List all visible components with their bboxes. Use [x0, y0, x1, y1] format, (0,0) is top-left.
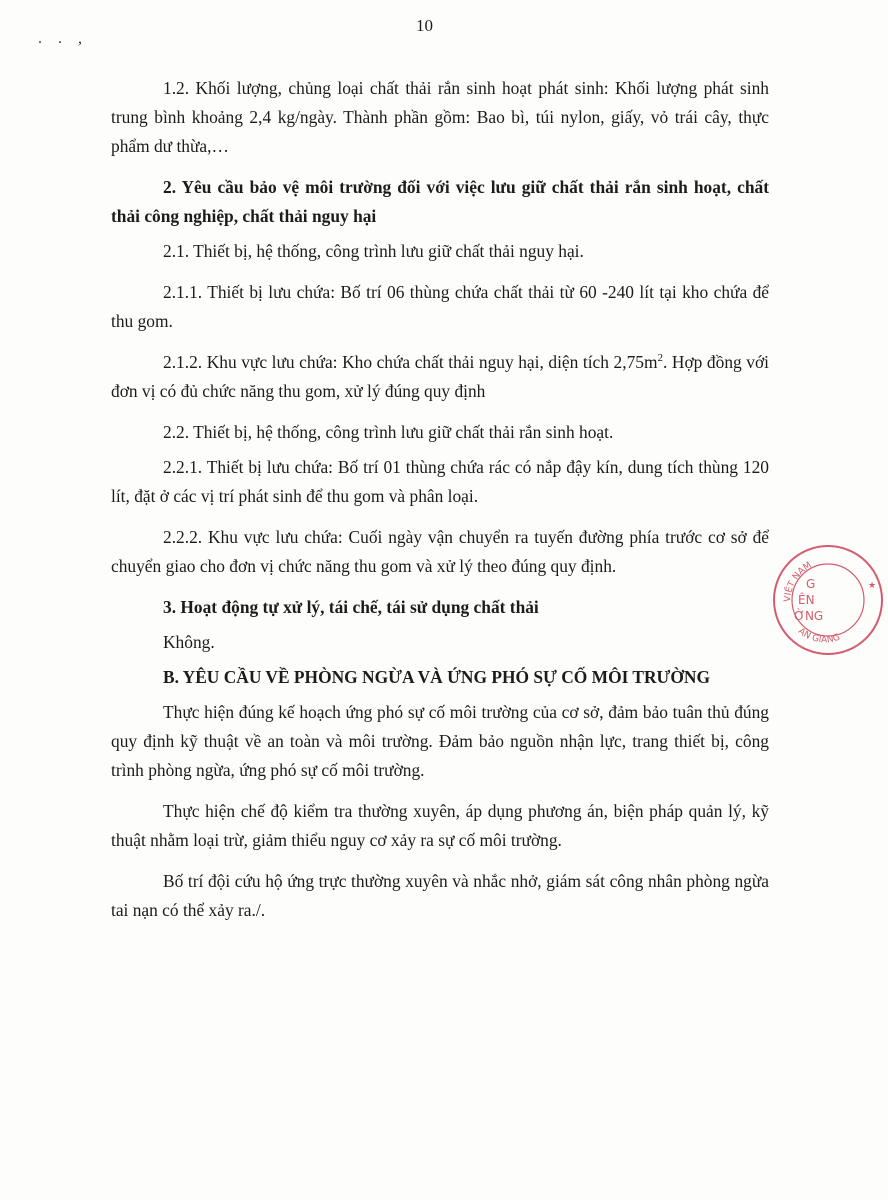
page-number: 10: [416, 16, 433, 35]
paragraph-rescue-team: Bố trí đội cứu hộ ứng trực thường xuyên và nhắc nhở, giám sát công nhân phòng ngừa tai nạn có thể xảy ra./.: [111, 871, 769, 920]
scan-marks: . . ,: [38, 30, 88, 47]
paragraph-none: Không.: [163, 632, 215, 652]
paragraph-2-2-domestic-storage: 2.2. Thiết bị, hệ thống, công trình lưu giữ chất thải rắn sinh hoạt.: [163, 422, 614, 442]
paragraph-2-2-2-domestic-area: 2.2.2. Khu vực lưu chứa: Cuối ngày vận chuyển ra tuyến đường phía trước cơ sở để chuyển giao cho đơn vị chức năng thu gom và xử lý theo đúng quy định.: [111, 527, 769, 576]
area-unit-superscript: 2: [657, 352, 663, 364]
seal-center-line-1: G: [806, 577, 816, 591]
storage-area-text-end: . Hợp đồng với đơn vị có đủ chức năng thu gom, xử lý đúng quy định: [111, 352, 769, 401]
svg-text:AN GIANG: [796, 627, 841, 646]
seal-star-icon: ★: [868, 581, 877, 591]
document-body: [111, 74, 769, 937]
seal-top-text: VIỆT NAM: [782, 560, 814, 603]
storage-area-text-start: 2.1.2. Khu vực lưu chứa: Kho chứa chất thải nguy hại, diện tích 2,75m: [163, 352, 658, 372]
paragraph-2-1-2-storage-area: [111, 348, 769, 406]
paragraph-regular-inspection: Thực hiện chế độ kiểm tra thường xuyên, áp dụng phương án, biện pháp quản lý, kỹ thuật nhằm loại trừ, giảm thiểu nguy cơ xảy ra sự cố môi trường.: [111, 801, 769, 850]
seal-center-line-3: ỜNG: [794, 609, 824, 623]
paragraph-1-2-solid-waste-volume: 1.2. Khối lượng, chủng loại chất thải rắn sinh hoạt phát sinh: Khối lượng phát sinh trung bình khoảng 2,4 kg/ngày. Thành phần gồm: Bao bì, túi nylon, giấy, vỏ trái cây, thực phẩm dư thừa,…: [111, 78, 769, 156]
heading-3-self-treatment: 3. Hoạt động tự xử lý, tái chế, tái sử dụng chất thải: [163, 597, 539, 617]
heading-b-incident-prevention: B. YÊU CẦU VỀ PHÒNG NGỪA VÀ ỨNG PHÓ SỰ CỐ MÔI TRƯỜNG: [163, 667, 711, 687]
seal-center-line-2: ÊN: [798, 593, 815, 607]
paragraph-2-1-1-storage-equipment: 2.1.1. Thiết bị lưu chứa: Bố trí 06 thùng chứa chất thải từ 60 -240 lít tại kho chứa để thu gom.: [111, 282, 769, 331]
paragraph-incident-plan: Thực hiện đúng kế hoạch ứng phó sự cố môi trường của cơ sở, đảm bảo tuân thủ đúng quy định kỹ thuật về an toàn và môi trường. Đảm bảo nguồn nhận lực, trang thiết bị, công trình phòng ngừa, ứng phó sự cố môi trường.: [111, 702, 769, 780]
paragraph-2-2-1-domestic-equipment: 2.2.1. Thiết bị lưu chứa: Bố trí 01 thùng chứa rác có nắp đậy kín, dung tích thùng 120 lít, đặt ở các vị trí phát sinh để thu gom và phân loại.: [111, 457, 769, 506]
heading-2-waste-storage-requirements: 2. Yêu cầu bảo vệ môi trường đối với việc lưu giữ chất thải rắn sinh hoạt, chất thải công nghiệp, chất thải nguy hại: [111, 177, 769, 226]
official-seal-stamp: [768, 540, 888, 660]
paragraph-2-1-hazardous-storage: 2.1. Thiết bị, hệ thống, công trình lưu giữ chất thải nguy hại.: [163, 241, 584, 261]
seal-bottom-text: AN GIANG: [796, 626, 842, 646]
